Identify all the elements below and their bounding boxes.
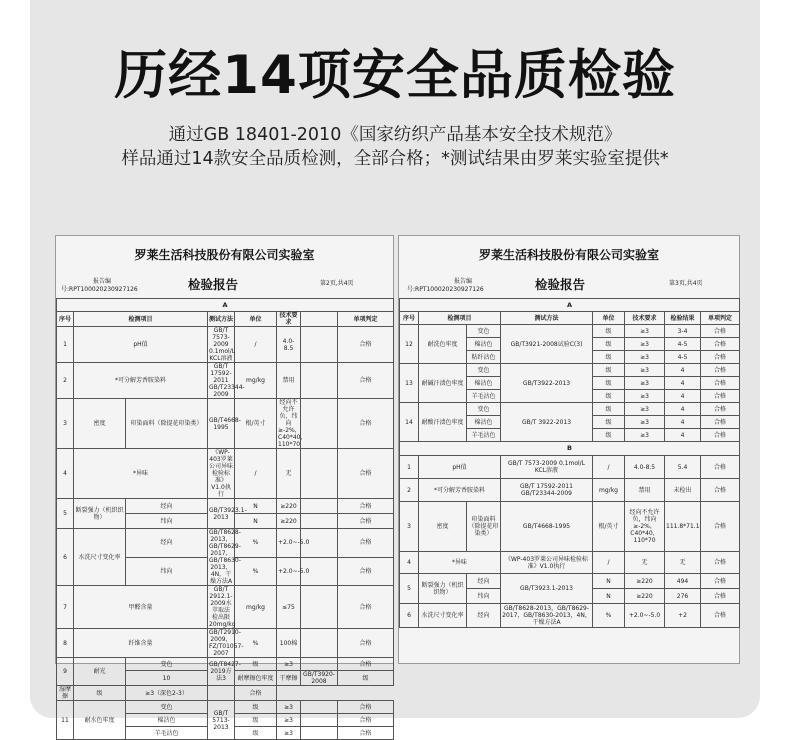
result [301, 727, 338, 740]
table-row [400, 479, 740, 502]
sub-item: 干摩擦 [277, 671, 301, 686]
verdict: 合格 [701, 364, 740, 377]
test-item: 密度 [419, 502, 467, 552]
table-row [400, 456, 740, 479]
report-table [399, 298, 740, 628]
requirement: ≥3 [277, 658, 301, 671]
sub-item: 变色 [467, 325, 501, 338]
requirement: ≥3 [625, 429, 665, 442]
test-method: GB/T 3922-2013 [501, 403, 593, 442]
table-row [57, 701, 394, 714]
result: 4 [665, 429, 701, 442]
unit: 级 [74, 686, 126, 701]
requirement: 经向不允许负，纬向≥-2%，C40*40，110*70 [278, 399, 307, 448]
verdict: 合格 [701, 325, 740, 338]
row-number: 12 [400, 325, 419, 364]
requirement: +2.0~-5.0 [277, 557, 301, 586]
table-row [400, 574, 740, 589]
sub-item: 羊毛沾色 [467, 390, 501, 403]
result: 5.4 [665, 456, 701, 479]
test-item: pH值 [419, 456, 501, 479]
result [301, 629, 338, 658]
row-number: 8 [57, 629, 74, 658]
table-row [57, 449, 394, 499]
requirement: ≥220 [277, 514, 301, 529]
verdict: 合格 [701, 502, 740, 552]
test-method: GB/T3921-2008试验C(3) [501, 325, 593, 364]
row-number: 1 [57, 327, 74, 363]
sub-item: 印染面料（除提花印染类） [126, 399, 208, 449]
test-method: GB/T2910-2009，FZ/T01057-2007 [209, 629, 244, 657]
verdict: 合格 [338, 727, 394, 740]
table-row [57, 327, 394, 363]
result: 4 [665, 416, 701, 429]
table-row [57, 686, 394, 701]
result [301, 327, 338, 363]
row-number: 6 [57, 529, 74, 586]
sub-item: 经向 [126, 529, 208, 558]
section-row [57, 299, 394, 312]
table-row [400, 552, 740, 574]
test-item: 耐酸汗渍色牢度 [419, 403, 467, 442]
requirement: 4.0-8.5 [625, 456, 665, 479]
result [208, 686, 235, 701]
unit: 根/英寸 [593, 502, 625, 552]
unit: 级 [593, 325, 625, 338]
column-header: 测试方法 [501, 312, 593, 325]
column-header: 测试方法 [208, 312, 235, 327]
unit: 级 [593, 390, 625, 403]
verdict: 合格 [701, 429, 740, 442]
requirement: 禁用 [625, 479, 665, 502]
requirement: ≥3 [277, 701, 301, 714]
test-item: *可分解芳香胺染料 [74, 363, 208, 399]
sub-item: 变色 [467, 364, 501, 377]
unit: % [593, 604, 625, 628]
header-row [400, 312, 740, 325]
result: 4-5 [665, 351, 701, 364]
table-row [57, 586, 394, 629]
result: 4-5 [665, 338, 701, 351]
result: +2 [665, 604, 701, 628]
report-number: 号:RPT100020230927126 [61, 286, 138, 293]
table-row [400, 325, 740, 338]
requirement: 经向不允许负，纬向≥-2%，C40*40，110*70 [625, 502, 665, 552]
requirement: ≥3 [625, 390, 665, 403]
unit: 级 [235, 714, 277, 727]
result [301, 658, 338, 671]
report-title: 检验报告 [188, 277, 239, 292]
row-number: 2 [57, 363, 74, 399]
unit: N [593, 589, 625, 604]
unit: / [593, 552, 625, 574]
unit: / [235, 327, 277, 363]
verdict: 合格 [701, 403, 740, 416]
requirement: +2.0~-5.0 [625, 604, 665, 628]
verdict: 合格 [338, 557, 394, 586]
verdict: 合格 [701, 552, 740, 574]
result [301, 714, 338, 727]
requirement: 无 [277, 449, 301, 499]
sub-item: 印染面料（除提花印染类） [467, 502, 501, 552]
result [301, 363, 338, 399]
section-label: A [57, 299, 394, 312]
result [301, 449, 338, 499]
requirement: ≥220 [625, 589, 665, 604]
unit: 级 [593, 377, 625, 390]
table-row [57, 658, 394, 671]
verdict: 合格 [338, 529, 394, 558]
row-number: 3 [57, 399, 74, 449]
report-table [56, 298, 394, 740]
unit: 根/英寸 [235, 399, 277, 449]
results-subtitle: 样品通过14款安全品质检测，全部合格；*测试结果由罗莱实验室提供* [121, 149, 669, 169]
requirement: ≥3 [277, 727, 301, 740]
section-label: B [400, 442, 740, 456]
column-header: 检验结果 [665, 312, 701, 325]
table-row [57, 629, 394, 658]
test-method: 《WP-403罗莱公司异味检验标准》V1.0执行 [501, 552, 593, 574]
requirement: ≥220 [277, 499, 301, 514]
result [301, 586, 338, 629]
sub-item: 羊毛沾色 [126, 727, 208, 740]
unit: N [593, 574, 625, 589]
test-item: 耐摩擦色牢度 [235, 671, 277, 686]
unit: 级 [235, 727, 277, 740]
test-method: GB/T8628-2013，GB/T8629-2017，GB/T8630-2013，4N，干燥方法A [209, 529, 241, 585]
test-item: *异味 [74, 449, 208, 499]
table-row [57, 529, 394, 558]
column-header [301, 312, 338, 327]
sub-item: 棉沾色 [467, 377, 501, 390]
requirement: +2.0~-5.0 [277, 529, 301, 558]
report-page-number: 第2页,共4页 [320, 280, 354, 287]
report-company: 罗莱生活科技股份有限公司实验室 [478, 248, 659, 262]
column-header: 单项判定 [701, 312, 740, 325]
test-method: GB/T 7573-2009 0.1mol/L KCL溶液 [501, 456, 593, 479]
section-row [400, 442, 740, 456]
test-item: 纤维含量 [74, 629, 208, 658]
requirement: 无 [625, 552, 665, 574]
page-headline: 历经14项安全品质检验 [114, 45, 676, 106]
result: 4 [665, 377, 701, 390]
requirement: ≥3 [277, 714, 301, 727]
row-number: 14 [400, 403, 419, 442]
result [301, 701, 338, 714]
test-item: 耐光 [74, 658, 126, 686]
column-header: 单位 [593, 312, 625, 325]
test-method: GB/T4668-1995 [501, 502, 593, 552]
test-method: 《WP-403罗莱公司异味检验标准》V1.0执行 [209, 449, 234, 498]
test-method: GB/T3923.1-2013 [208, 499, 235, 529]
sub-item: 棉沾色 [467, 338, 501, 351]
requirement: ≥3 [625, 325, 665, 338]
verdict: 合格 [338, 629, 394, 658]
result [301, 514, 338, 529]
test-item: 断裂强力（机织织物） [74, 499, 126, 529]
test-item: pH值 [74, 327, 208, 363]
test-method: GB/T3923.1-2013 [501, 574, 593, 604]
result: 3-4 [665, 325, 701, 338]
table-row [400, 364, 740, 377]
unit: 级 [593, 364, 625, 377]
sub-item: 湿摩擦 [57, 686, 74, 701]
test-item: 密度 [74, 399, 126, 449]
verdict: 合格 [338, 399, 394, 449]
unit: % [235, 629, 277, 658]
table-row [57, 363, 394, 399]
column-header: 单位 [235, 312, 277, 327]
sub-item: 经向 [467, 604, 501, 628]
sub-item: 棉沾色 [467, 416, 501, 429]
test-item: 耐水色牢度 [74, 701, 126, 740]
unit: mg/kg [593, 479, 625, 502]
verdict: 合格 [701, 574, 740, 589]
unit: 级 [235, 658, 277, 671]
test-method: GB/T 5713-2013 [208, 701, 235, 740]
result: 276 [665, 589, 701, 604]
verdict: 合格 [338, 449, 394, 499]
requirement: 100棉 [277, 629, 301, 658]
sub-item: 经向 [126, 499, 208, 514]
sub-item: 变色 [467, 403, 501, 416]
unit: 级 [593, 351, 625, 364]
row-number: 3 [400, 502, 419, 552]
verdict: 合格 [701, 338, 740, 351]
test-method: GB/T 17592-2011 GB/T23344-2009 [209, 363, 245, 398]
verdict: 合格 [338, 514, 394, 529]
requirement: ≥3 [625, 338, 665, 351]
verdict: 合格 [235, 686, 277, 701]
requirement: ≥3 [625, 416, 665, 429]
report-title: 检验报告 [535, 277, 586, 292]
inspection-report-page-2 [55, 235, 394, 737]
test-method: GB/T4668-1995 [208, 399, 235, 449]
result: 4 [665, 403, 701, 416]
result: 4 [665, 364, 701, 377]
report-number-label: 报告编 [93, 278, 112, 285]
row-number: 4 [57, 449, 74, 499]
standard-subtitle: 通过GB 18401-2010《国家纺织产品基本安全技术规范》 [168, 125, 622, 145]
column-header: 技术要求 [277, 312, 301, 327]
sub-item: 纬向 [126, 557, 208, 586]
report-number: 号:RPT100020230927126 [407, 286, 484, 293]
test-item: *异味 [419, 552, 501, 574]
requirement: ≥220 [625, 574, 665, 589]
requirement: ≥3 [625, 351, 665, 364]
column-header: 序号 [57, 312, 74, 327]
unit: 级 [593, 429, 625, 442]
test-item: 水洗尺寸变化率 [74, 529, 126, 586]
row-number: 5 [57, 499, 74, 529]
sub-item: 纬向 [467, 589, 501, 604]
verdict: 合格 [701, 390, 740, 403]
unit: / [593, 456, 625, 479]
table-row [400, 604, 740, 628]
unit: 级 [235, 701, 277, 714]
row-number: 6 [400, 604, 419, 628]
test-item: 水洗尺寸变化率 [419, 604, 467, 628]
unit: 级 [593, 338, 625, 351]
sub-item: 棉沾色 [126, 714, 208, 727]
result: 494 [665, 574, 701, 589]
requirement: ≥3 [625, 377, 665, 390]
verdict: 合格 [701, 351, 740, 364]
inspection-report-page-3 [398, 235, 740, 664]
test-method: GB/T 2912.1-2009水萃取法 检出限20mg/kg [209, 586, 236, 628]
verdict: 合格 [338, 363, 394, 399]
sub-item: 粘纤沾色 [467, 351, 501, 364]
row-number: 11 [57, 701, 74, 740]
requirement: ≥3 [625, 403, 665, 416]
unit: 级 [338, 671, 394, 686]
verdict: 合格 [338, 658, 394, 671]
report-page-number: 第3页,共4页 [669, 280, 703, 287]
column-header: 技术要求 [625, 312, 665, 325]
unit: mg/kg [235, 586, 277, 629]
verdict: 合格 [701, 416, 740, 429]
test-item: 甲醛含量 [74, 586, 208, 629]
row-number: 4 [400, 552, 419, 574]
test-method: GB/T3922-2013 [501, 364, 593, 403]
unit: 级 [593, 416, 625, 429]
column-header: 序号 [400, 312, 419, 325]
column-header: 检测项目 [419, 312, 501, 325]
requirement: 禁用 [277, 363, 301, 399]
result: 4 [665, 390, 701, 403]
verdict: 合格 [701, 479, 740, 502]
sub-item: 变色 [126, 658, 208, 671]
sub-item: 羊毛沾色 [467, 429, 501, 442]
section-row [400, 299, 740, 312]
unit: % [235, 529, 277, 558]
row-number: 9 [57, 658, 74, 686]
section-label: A [400, 299, 740, 312]
test-method: GB/T8427-2019方法3 [208, 658, 235, 686]
result: 111.8*71.1 [665, 502, 701, 552]
verdict: 合格 [701, 604, 740, 628]
requirement: ≥3 [625, 364, 665, 377]
verdict: 合格 [338, 327, 394, 363]
row-number: 7 [57, 586, 74, 629]
row-number: 10 [126, 671, 208, 686]
sub-item: 经向 [467, 574, 501, 589]
row-number: 2 [400, 479, 419, 502]
column-header: 检测项目 [74, 312, 208, 327]
sub-item: 变色 [126, 701, 208, 714]
unit: N [235, 514, 277, 529]
requirement: ≤75 [277, 586, 301, 629]
table-row [400, 403, 740, 416]
verdict: 合格 [701, 377, 740, 390]
sub-item: 纬向 [126, 514, 208, 529]
requirement: 4.0-8.5 [277, 327, 301, 363]
result: 未检出 [665, 479, 701, 502]
row-number: 13 [400, 364, 419, 403]
unit: mg/kg [235, 363, 277, 399]
result [301, 399, 338, 449]
verdict: 合格 [701, 589, 740, 604]
test-method: GB/T3920-2008 [301, 671, 338, 686]
table-row [57, 499, 394, 514]
row-number: 1 [400, 456, 419, 479]
requirement: ≥3（深色2-3） [126, 686, 208, 701]
unit: % [235, 557, 277, 586]
test-method: GB/T8628-2013，GB/T8629-2017，GB/T8630-2013，4N，干燥方法A [502, 605, 591, 626]
test-item: 耐洗色牢度 [419, 325, 467, 364]
unit: / [235, 449, 277, 499]
verdict: 合格 [338, 586, 394, 629]
result [301, 499, 338, 514]
table-row [57, 399, 394, 449]
test-method: GB/T 17592-2011 GB/T23344-2009 [501, 479, 593, 502]
test-item: *可分解芳香胺染料 [419, 479, 501, 502]
result: 无 [665, 552, 701, 574]
row-number: 5 [400, 574, 419, 604]
verdict: 合格 [701, 456, 740, 479]
column-header: 单项判定 [338, 312, 394, 327]
unit: 级 [593, 403, 625, 416]
test-item: 耐碱汗渍色牢度 [419, 364, 467, 403]
verdict: 合格 [338, 499, 394, 514]
report-company: 罗莱生活科技股份有限公司实验室 [134, 248, 315, 262]
verdict: 合格 [338, 714, 394, 727]
header-row [57, 312, 394, 327]
unit: N [235, 499, 277, 514]
table-row [400, 502, 740, 552]
test-item: 断裂强力（机织织物） [419, 574, 467, 604]
report-number-label: 报告编 [454, 278, 473, 285]
test-method: GB/T 7573-2009 0.1mol/L KCL溶液 [209, 327, 236, 362]
verdict: 合格 [338, 701, 394, 714]
